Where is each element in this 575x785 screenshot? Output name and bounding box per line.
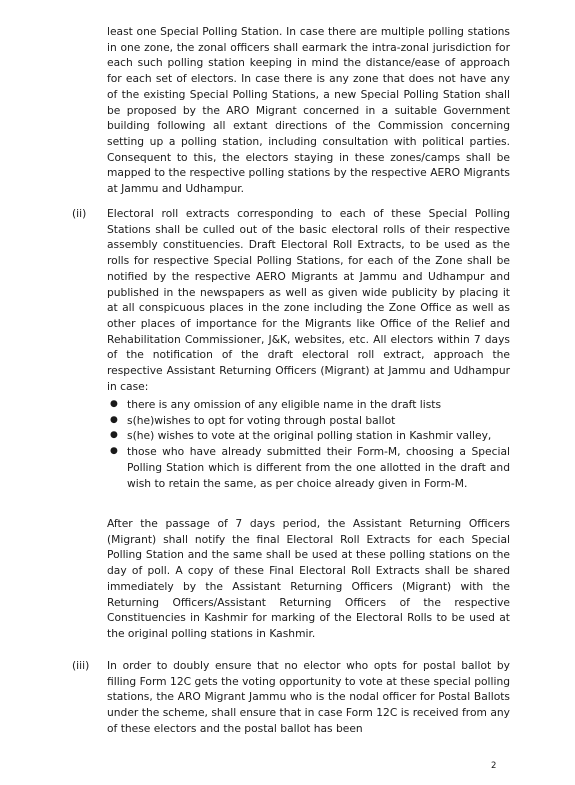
item-ii-label: (ii)	[72, 207, 87, 220]
bullet-icon: ●	[110, 414, 118, 425]
page-number: 2	[491, 761, 497, 771]
item-iii-text: In order to doubly ensure that no elector who opts for postal ballot by filling Form 12C gets the voting opportunity to vote at these special polling stations, the ARO Migrant Jammu who is the nodal officer for Postal Ballots under the scheme, shall ensure that in case Form 12C is received from any of these electors and the postal ballot has been	[107, 659, 510, 735]
paragraph-continued: least one Special Polling Station. In case there are multiple polling stations in one zone, the zonal officers shall earmark the intra-zonal jurisdiction for each such polling station keeping in mind the distance/ease of approach for each set of electors. In case there is any zone that does not have any of the existing Special Polling Stations, a new Special Polling Station shall be proposed by the ARO Migrant concerned in a suitable Government building following all extant directions of the Commission concerning setting up a polling station, including consultation with political parties. Consequent to this, the electors staying in these zones/camps shall be mapped to the respective polling stations by the respective AERO Migrants at Jammu and Udhampur.	[107, 25, 510, 196]
bullet-item: ● those who have already submitted their Form-M, choosing a Special Polling Station which is different from the one allotted in the draft and wish to retain the same, as per choice already given in Form-M.	[110, 445, 510, 490]
bullet-icon: ●	[110, 430, 118, 441]
item-iii-label: (iii)	[72, 659, 90, 672]
bullet-icon: ●	[110, 399, 118, 409]
bullet-item: ● s(he) wishes to vote at the original polling station in Kashmir valley,	[110, 429, 492, 443]
bullet-list	[110, 397, 510, 491]
item-ii-after-text: After the passage of 7 days period, the Assistant Returning Officers (Migrant) shall notify the final Electoral Roll Extracts for each Special Polling Station and the same shall be used at these polling stations on the day of poll. A copy of these Final Electoral Roll Extracts shall be shared immediately by the Assistant Returning Officers (Migrant) with the Returning Officers/Assistant Returning Officers of the respective Constituencies in Kashmir for marking of the Electoral Rolls to be used at the original polling stations in Kashmir.	[107, 517, 510, 640]
item-ii-text: Electoral roll extracts corresponding to each of these Special Polling Stations shall be culled out of the basic electoral rolls of their respective assembly constituencies. Draft Electoral Roll Extracts, to be used as the rolls for respective Special Polling Stations, for each of the Zone shall be notified by the respective AERO Migrants at Jammu and Udhampur and published in the newspapers as well as given wide publicity by placing it at all conspicuous places in the zone including the Zone Office as well as other places of importance for the Migrants like Office of the Relief and Rehabilitation Commissioner, J&K, websites, etc. All electors within 7 days of the notification of the draft electoral roll extract, approach the respective Assistant Returning Officers (Migrant) at Jammu and Udhampur in case:	[107, 207, 510, 393]
bullet-item: ● s(he)wishes to opt for voting through postal ballot	[110, 413, 396, 427]
bullet-item: ● there is any omission of any eligible name in the draft lists	[110, 398, 442, 411]
bullet-icon: ●	[110, 446, 118, 457]
